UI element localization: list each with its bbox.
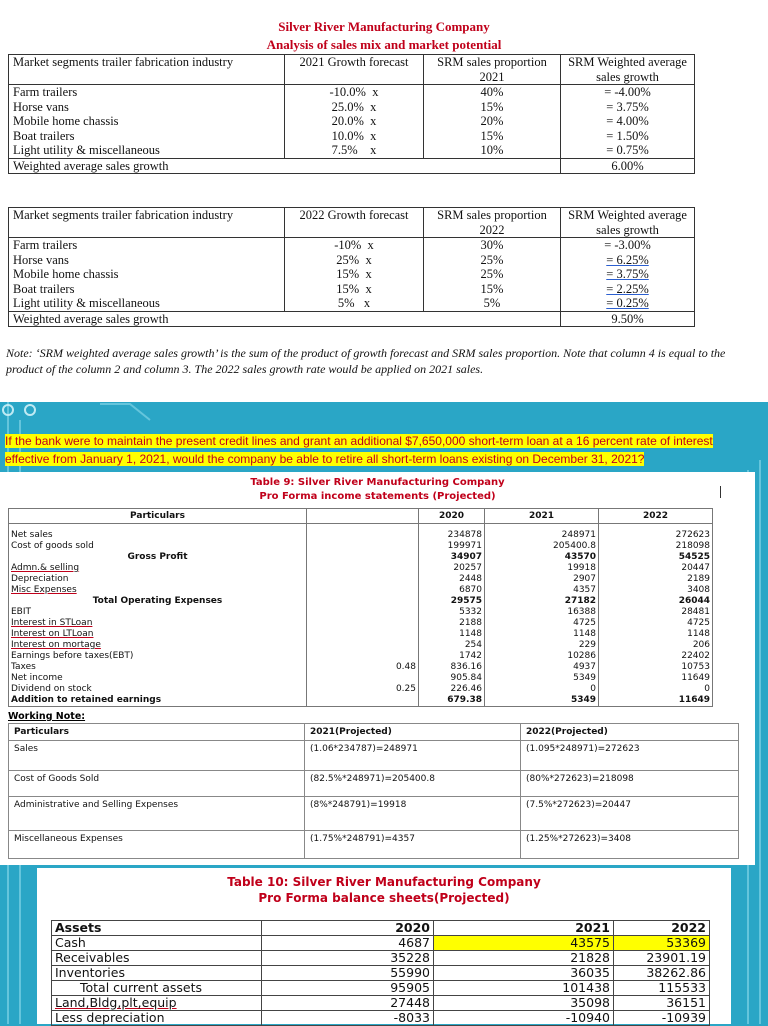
table-row: Interest in STLoan 2188 4725 4725	[9, 618, 713, 629]
income-statement-table	[8, 508, 713, 707]
table-row: Administrative and Selling Expenses (8%*248791)=19918 (7.5%*272623)=20447	[9, 797, 739, 831]
working-note-title: Working Note:	[8, 711, 86, 722]
table-row: Miscellaneous Expenses (1.75%*248791)=4357 (1.25%*272623)=3408	[9, 831, 739, 859]
table-row: Farm trailers Horse vans Mobile home chassis Boat trailers Light utility & miscellaneous -10.0% x 25.0% x 20.0% x 10.0% x 7.5% x 40% 15% 20% 15% 10% = -4.00% = 3.75% = 4.00% = 1.50% = 0.75%	[9, 85, 695, 159]
table-row: Farm trailers Horse vans Mobile home chassis Boat trailers Light utility & miscellaneous -10% x 25% x 15% x 15% x 5% x 30% 25% 25% 15% 5% = -3.00% = 6.25% = 3.75% = 2.25% = 0.25%	[9, 238, 695, 312]
table-row: Depreciation 2448 2907 2189	[9, 574, 713, 585]
income-statement-panel	[0, 472, 755, 865]
table-row: Earnings before taxes(EBT) 1742 10286 22402	[9, 651, 713, 662]
table-row: Inventories 55990 36035 38262.86	[52, 966, 710, 981]
table-row: Gross Profit 34907 43570 54525	[9, 552, 713, 563]
question-text: If the bank were to maintain the present credit lines and grant an additional $7,650,000 short-term loan at a 16 percent rate of interest effective from January 1, 2021, would the company be able to retire all short-term loans existing on December 31, 2021?	[5, 434, 713, 466]
table-header-row: Market segments trailer fabrication industry 2021 Growth forecast SRM sales proportion 2021 SRM Weighted average sales growth	[9, 55, 695, 85]
forecast-table-2022	[8, 207, 695, 327]
forecast-table-2021	[8, 54, 695, 174]
table-header-row: Particulars 2020 2021 2022	[9, 509, 713, 524]
table-row: Receivables 35228 21828 23901.19	[52, 951, 710, 966]
total-row: Weighted average sales growth 9.50%	[9, 311, 695, 327]
balance-sheet-table	[51, 920, 710, 1026]
table-row: EBIT 5332 16388 28481	[9, 607, 713, 618]
table-row: Taxes 0.48 836.16 4937 10753	[9, 662, 713, 673]
table9-title: Table 9: Silver River Manufacturing Company Pro Forma income statements (Projected)	[250, 477, 505, 502]
table-row: Cost of goods sold 199971 205400.8 218098	[9, 541, 713, 552]
table-row: Interest on mortage 254 229 206	[9, 640, 713, 651]
table-row: Dividend on stock 0.25 226.46 0 0	[9, 684, 713, 695]
table-row: Total current assets 95905 101438 115533	[52, 981, 710, 996]
table-row: Interest on LTLoan 1148 1148 1148	[9, 629, 713, 640]
total-row: Weighted average sales growth 6.00%	[9, 158, 695, 174]
sales-mix-panel	[0, 0, 768, 402]
table-header-row: Assets 2020 2021 2022	[52, 921, 710, 936]
table-row: Cost of Goods Sold (82.5%*248971)=205400.8 (80%*272623)=218098	[9, 771, 739, 797]
table-row: Land,Bldg,plt,equip 27448 35098 36151	[52, 996, 710, 1011]
table-row: Cash 4687 43575 53369	[52, 936, 710, 951]
table10-title: Table 10: Silver River Manufacturing Company Pro Forma balance sheets(Projected)	[227, 875, 541, 905]
table-row: Misc Expenses 6870 4357 3408	[9, 585, 713, 596]
working-note-table	[8, 723, 739, 859]
text-cursor	[720, 486, 721, 498]
table-header-row: Particulars 2021(Projected) 2022(Projected)	[9, 724, 739, 741]
table-header-row: Market segments trailer fabrication industry 2022 Growth forecast SRM sales proportion 2022 SRM Weighted average sales growth	[9, 208, 695, 238]
table-row: Admn.& selling 20257 19918 20447	[9, 563, 713, 574]
analysis-subtitle: Analysis of sales mix and market potential	[266, 37, 502, 52]
note-text: Note: ‘SRM weighted average sales growth’ is the sum of the product of growth forecast and SRM sales proportion. Note that column 4 is equal to the product of the column 2 and column 3. The 2022 sales growth rate would be applied on 2021 sales.	[6, 346, 726, 376]
table-row: Total Operating Expenses 29575 27182 26044	[9, 596, 713, 607]
table-row: Sales (1.06*234787)=248971 (1.095*248971)=272623	[9, 741, 739, 771]
table-row: Addition to retained earnings 679.38 5349 11649	[9, 695, 713, 707]
company-title: Silver River Manufacturing Company	[278, 19, 490, 34]
table-row: Less depreciation -8033 -10940 -10939	[52, 1011, 710, 1026]
table-row: Net sales 234878 248971 272623	[9, 530, 713, 541]
balance-sheet-panel	[37, 868, 731, 1024]
table-row: Net income 905.84 5349 11649	[9, 673, 713, 684]
